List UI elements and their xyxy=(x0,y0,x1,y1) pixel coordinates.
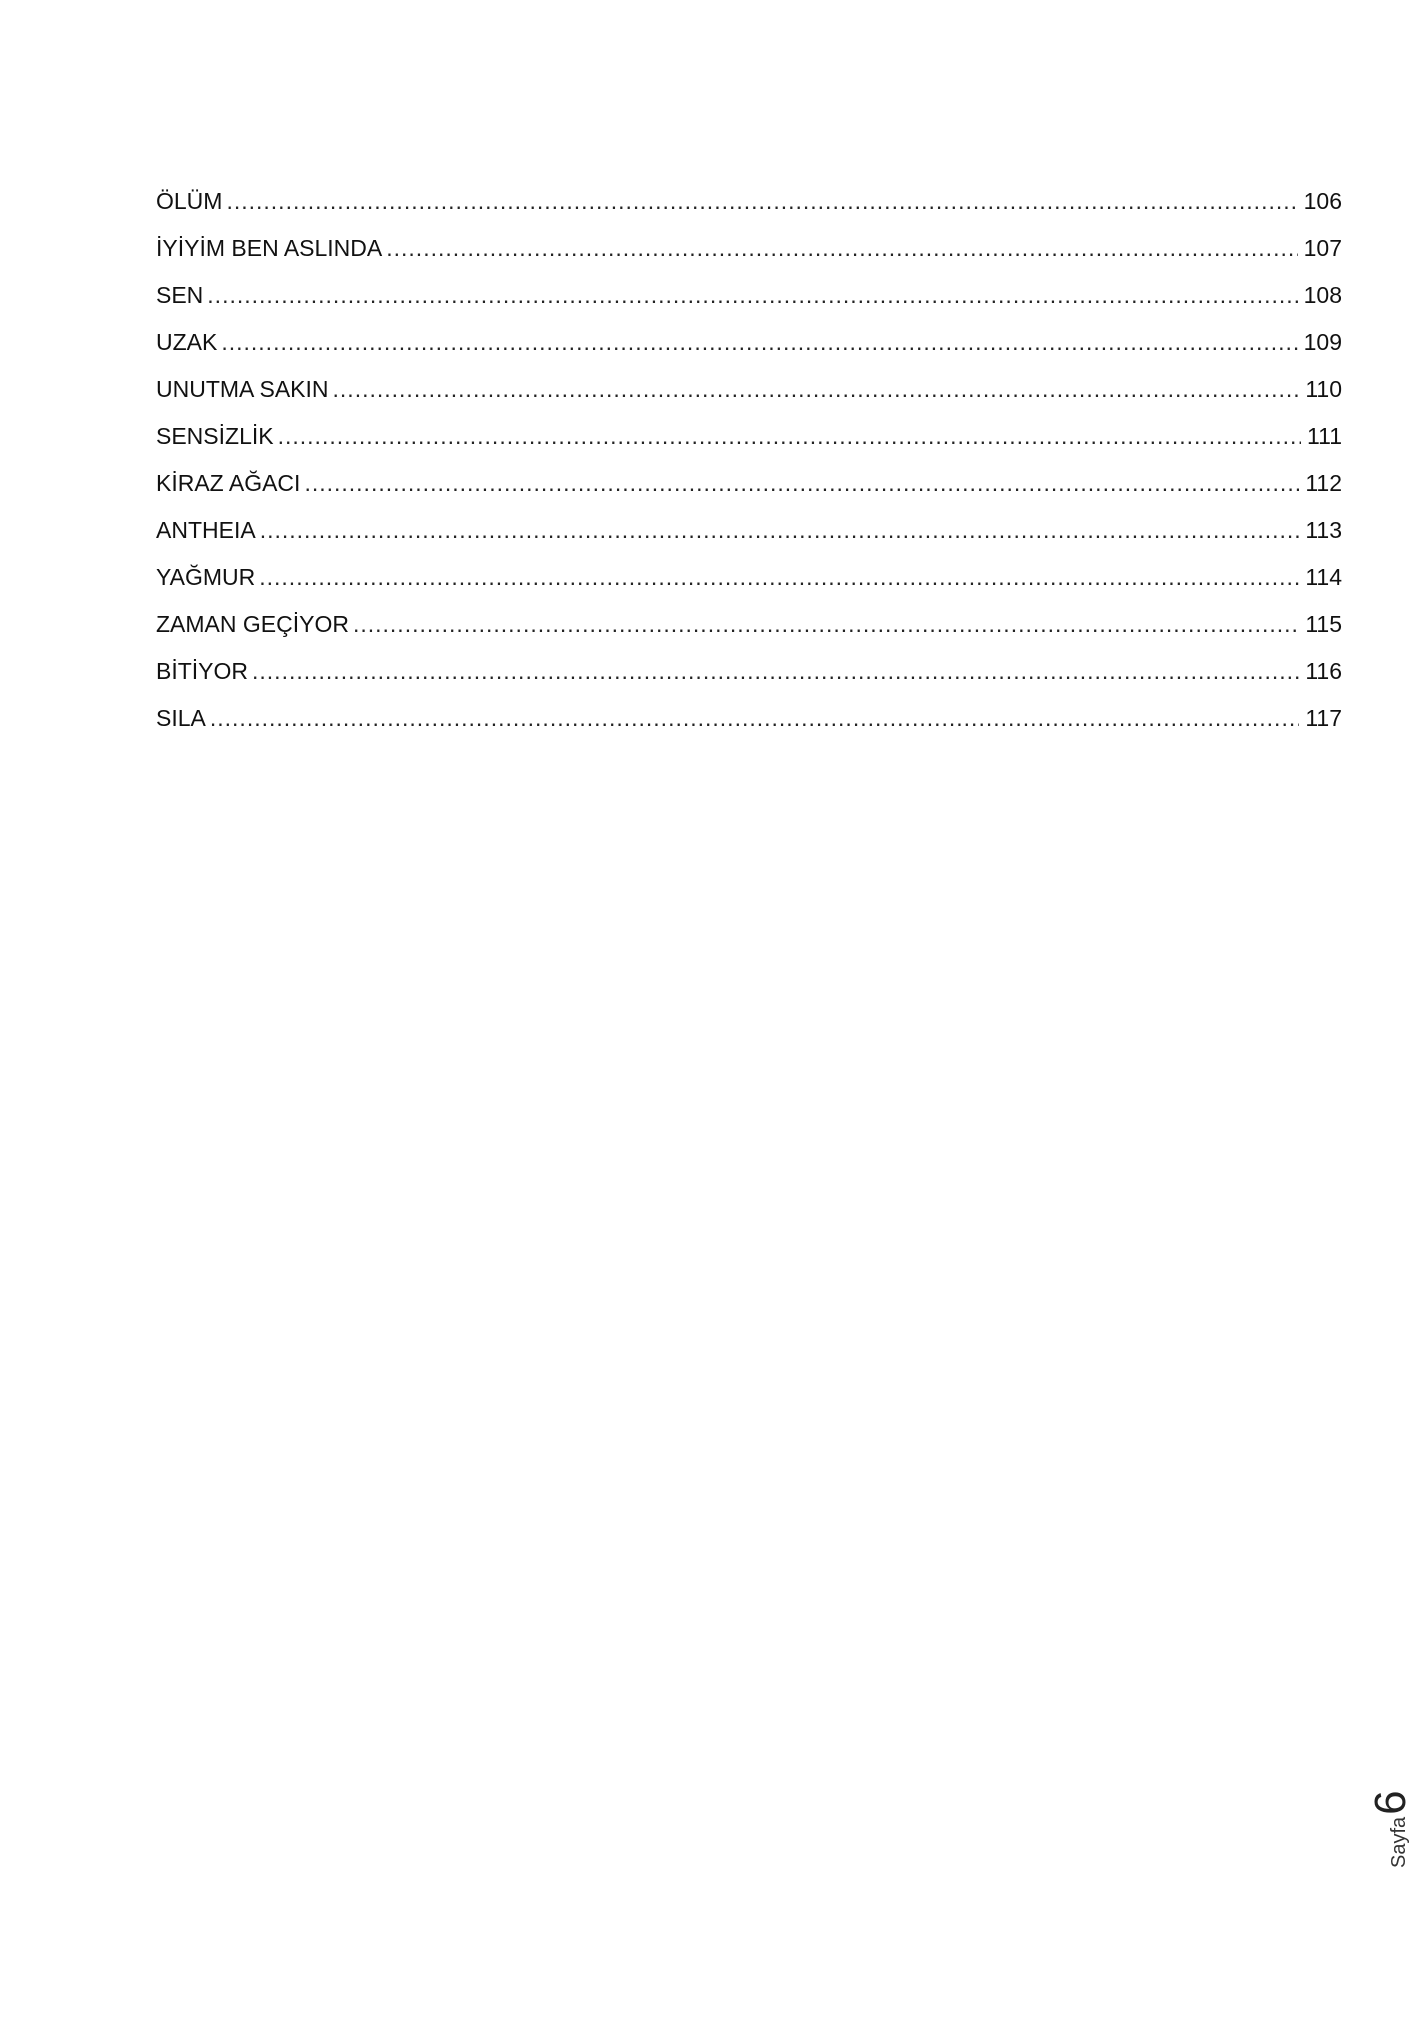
page-number: 6 xyxy=(1366,1790,1415,1815)
toc-entry-page: 117 xyxy=(1305,705,1342,731)
toc-entry-page: 113 xyxy=(1305,517,1342,543)
toc-entry[interactable] xyxy=(156,366,1342,413)
toc-entry-page: 111 xyxy=(1307,423,1342,449)
toc-entry-title: SENSİZLİK xyxy=(156,423,274,449)
toc-dot-leader xyxy=(207,272,1297,319)
toc-entry-title: İYİYİM BEN ASLINDA xyxy=(156,235,383,261)
toc-dot-leader xyxy=(353,601,1299,648)
toc-entry-title: ÖLÜM xyxy=(156,188,223,214)
toc-entry[interactable] xyxy=(156,319,1342,366)
toc-dot-leader xyxy=(278,413,1301,460)
toc-dot-leader xyxy=(226,178,1297,225)
toc-entry[interactable] xyxy=(156,272,1342,319)
toc-entry-page: 109 xyxy=(1303,329,1342,355)
toc-entry-page: 112 xyxy=(1305,470,1342,496)
toc-entry-title: BİTİYOR xyxy=(156,658,249,684)
toc-entry[interactable] xyxy=(156,554,1342,601)
toc-entry[interactable] xyxy=(156,695,1342,742)
toc-entry[interactable] xyxy=(156,460,1342,507)
toc-entry-page: 107 xyxy=(1303,235,1342,261)
toc-entry[interactable] xyxy=(156,413,1342,460)
page-footer xyxy=(1366,1758,1416,1868)
toc-entry-page: 116 xyxy=(1305,658,1342,684)
page-number-block xyxy=(1366,1758,1416,1868)
toc-entry[interactable] xyxy=(156,507,1342,554)
toc-dot-leader xyxy=(221,319,1297,366)
toc-dot-leader xyxy=(259,554,1299,601)
toc-entry[interactable] xyxy=(156,601,1342,648)
table-of-contents xyxy=(156,178,1342,742)
toc-dot-leader xyxy=(252,648,1299,695)
toc-dot-leader xyxy=(333,366,1300,413)
toc-entry-title: SEN xyxy=(156,282,204,308)
toc-entry[interactable] xyxy=(156,178,1342,225)
toc-entry-page: 108 xyxy=(1303,282,1342,308)
toc-dot-leader xyxy=(260,507,1300,554)
toc-entry-title: ZAMAN GEÇİYOR xyxy=(156,611,349,637)
toc-dot-leader xyxy=(210,695,1299,742)
toc-entry-page: 115 xyxy=(1305,611,1342,637)
toc-entry[interactable] xyxy=(156,648,1342,695)
toc-entry-title: SILA xyxy=(156,705,206,731)
toc-entry-title: UNUTMA SAKIN xyxy=(156,376,329,402)
toc-entry-title: ANTHEIA xyxy=(156,517,256,543)
toc-dot-leader xyxy=(304,460,1299,507)
toc-dot-leader xyxy=(386,225,1297,272)
toc-entry-title: YAĞMUR xyxy=(156,564,256,590)
toc-entry-page: 106 xyxy=(1303,188,1342,214)
toc-entry-page: 114 xyxy=(1305,564,1342,590)
toc-entry-page: 110 xyxy=(1305,376,1342,402)
page-label: Sayfa xyxy=(1388,1816,1410,1868)
toc-entry-title: UZAK xyxy=(156,329,218,355)
toc-entry-title: KİRAZ AĞACI xyxy=(156,470,301,496)
toc-entry[interactable] xyxy=(156,225,1342,272)
